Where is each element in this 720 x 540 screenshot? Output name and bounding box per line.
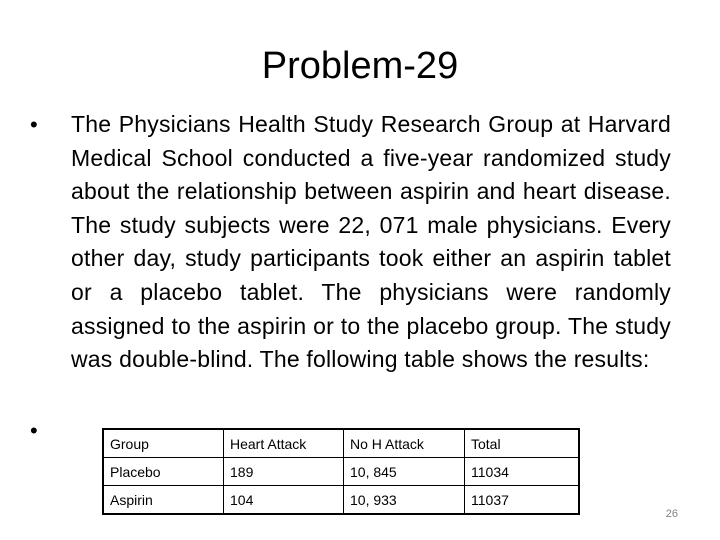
page-number: 26: [665, 508, 678, 520]
table-cell: 10, 933: [344, 486, 465, 515]
table-row: [103, 486, 579, 515]
table-header-cell: Total: [465, 429, 580, 458]
bullet-text: The Physicians Health Study Research Group at Harvard Medical School conducted a five-year randomized study about the relationship between aspirin and heart disease. The study subjects were 22, 071 male physicians. Every other day, study participants took either an aspirin tablet or a placebo tablet. The physicians were randomly assigned to the aspirin or to the placebo group. The study was double-blind. The following table shows the results:: [71, 111, 671, 373]
table-header-cell: No H Attack: [344, 429, 465, 458]
table-cell: 10, 845: [344, 458, 465, 486]
table-cell: 104: [224, 486, 344, 515]
slide-title: Problem-29: [261, 45, 459, 87]
table-cell: Placebo: [103, 458, 224, 486]
table-header-row: [103, 429, 579, 458]
table-cell: 11034: [465, 458, 580, 486]
table-header-cell: Heart Attack: [224, 429, 344, 458]
table-cell: 189: [224, 458, 344, 486]
table-cell: 11037: [465, 486, 580, 515]
table-cell: Aspirin: [103, 486, 224, 515]
bullet-marker: •: [30, 112, 38, 137]
bullet-marker: •: [30, 418, 38, 443]
table-header-cell: Group: [103, 429, 224, 458]
table-row: [103, 458, 579, 486]
results-table: [102, 428, 580, 515]
